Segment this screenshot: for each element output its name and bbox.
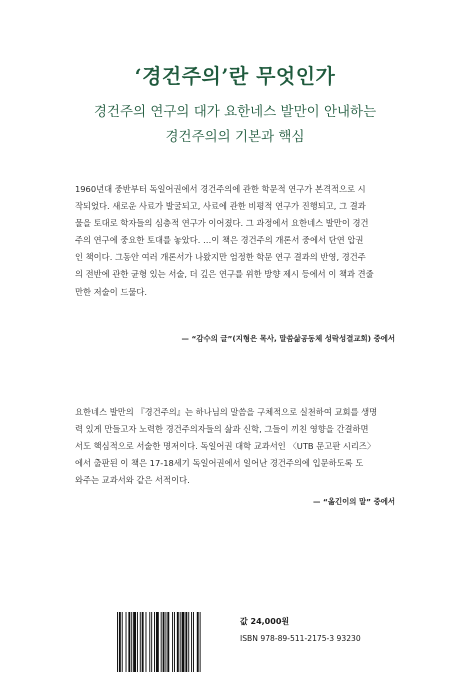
cover-subtitle bbox=[0, 100, 470, 150]
text-line: 작되었다. 새로운 사료가 발굴되고, 사료에 관한 비평적 연구가 진행되고, 그 결과 bbox=[75, 201, 366, 212]
text-line: 물을 토대로 학자들의 심층적 연구가 이어졌다. 그 과정에서 요한네스 발만이 경건 bbox=[75, 218, 369, 229]
isbn-barcode bbox=[115, 612, 231, 672]
text-line: 주의 연구에 중요한 토대를 놓았다. …이 책은 경건주의 개론서 중에서 단연 압권 bbox=[75, 235, 364, 246]
text-line: 에서 출판된 이 책은 17-18세기 독일어권에서 일어난 경건주의에 입문하도록 도 bbox=[75, 458, 364, 469]
price-label: 값 24,000원 bbox=[240, 617, 290, 626]
subtitle-line: 경건주의의 기본과 핵심 bbox=[165, 129, 305, 145]
excerpt-source-1: — “감수의 글”(지형은 목사, 말씀삶공동체 성락성결교회) 중에서 bbox=[181, 334, 395, 343]
text-line: 만한 저술이 드물다. bbox=[75, 286, 148, 297]
text-line: 요한네스 발만의 『경건주의』는 하나님의 말씀을 구체적으로 실천하여 교회를 생명 bbox=[75, 407, 378, 417]
text-line: 의 전반에 관한 균형 있는 서술, 더 깊은 연구를 위한 방향 제시 등에서 이 책과 견줄 bbox=[75, 269, 374, 280]
text-line: 인 책이다. 그동안 여러 개론서가 나왔지만 엄정한 학문 연구 결과의 반영, 경건주 bbox=[75, 252, 366, 263]
text-line: 와주는 교과서와 같은 서적이다. bbox=[75, 475, 190, 486]
text-line: 서도 핵심적으로 서술한 명저이다. 독일어권 대학 교과서인 〈UTB 문고판 시리즈〉 bbox=[75, 441, 376, 452]
excerpt-source-2: — “옮긴이의 말” 중에서 bbox=[313, 497, 395, 506]
excerpt-paragraph-2 bbox=[75, 404, 395, 489]
cover-title: ‘경건주의’란 무엇인가 bbox=[134, 64, 336, 88]
subtitle-line: 경건주의 연구의 대가 요한네스 발만이 안내하는 bbox=[93, 104, 377, 120]
text-line: 1960년대 중반부터 독일어권에서 경건주의에 관한 학문적 연구가 본격적으로 시 bbox=[75, 184, 366, 194]
isbn-number: ISBN 978-89-511-2175-3 93230 bbox=[240, 634, 361, 643]
excerpt-paragraph-1 bbox=[75, 181, 395, 301]
text-line: 력 있게 만들고자 노력한 경건주의자들의 삶과 신학, 그들이 끼친 영향을 간결하면 bbox=[75, 424, 369, 435]
